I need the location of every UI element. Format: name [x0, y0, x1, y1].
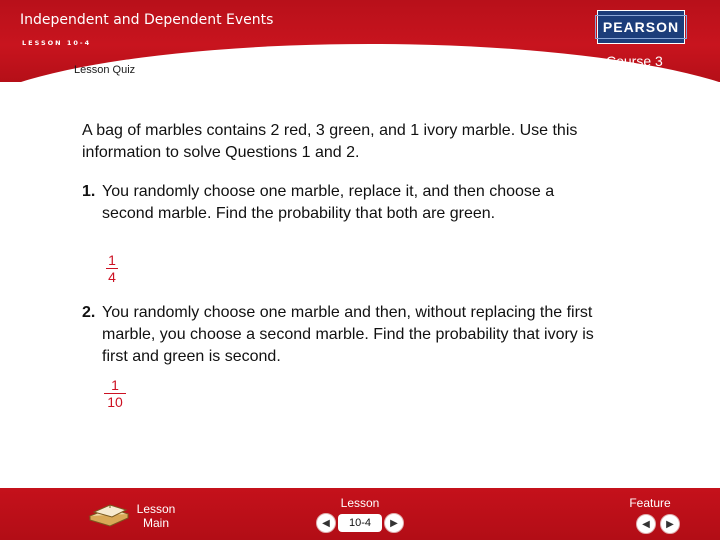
- feature-nav-label: Feature: [629, 496, 671, 510]
- answer-1-numerator: 1: [108, 252, 116, 268]
- chevron-right-icon: ▶: [666, 518, 674, 530]
- question-1: [82, 181, 602, 225]
- answer-1-denominator: 4: [108, 269, 116, 285]
- answer-2-numerator: 1: [111, 377, 119, 393]
- answer-2-fraction: [104, 377, 126, 410]
- chevron-left-icon: ◀: [642, 518, 650, 530]
- pearson-logo-text: PEARSON: [595, 15, 687, 39]
- course-label: Course 3: [606, 53, 663, 69]
- feature-prev-button[interactable]: [636, 514, 656, 534]
- question-2: [82, 302, 602, 368]
- lesson-number-badge: 10-4: [338, 514, 382, 532]
- lesson-main-line2: Main: [142, 516, 169, 530]
- answer-1-fraction: [106, 252, 118, 285]
- lesson-prev-button[interactable]: [316, 513, 336, 533]
- lesson-main-line1: Lesson: [136, 502, 176, 516]
- intro-text: A bag of marbles contains 2 red, 3 green, and 1 ivory marble. Use this information to solve Questions 1 and 2.: [82, 122, 578, 161]
- question-1-number: 1.: [82, 183, 96, 200]
- lesson-nav-label: Lesson: [340, 496, 380, 510]
- lesson-tag: LESSON 10-4: [22, 39, 92, 47]
- question-1-text: You randomly choose one marble, replace it, and then choose a second marble. Find the probability that both are green.: [102, 183, 555, 222]
- question-2-number: 2.: [82, 304, 96, 321]
- answer-2-denominator: 10: [107, 394, 123, 410]
- lesson-next-button[interactable]: [384, 513, 404, 533]
- footer-bar: [0, 488, 720, 540]
- question-2-text: You randomly choose one marble and then, without replacing the first marble, you choose a second marble. Find the probability that ivory is first and green is second.: [102, 304, 594, 365]
- lesson-main-link[interactable]: [128, 502, 184, 530]
- book-icon[interactable]: [88, 500, 130, 528]
- pearson-logo: [597, 10, 685, 44]
- chevron-left-icon: ◀: [322, 517, 330, 529]
- chevron-right-icon: ▶: [390, 517, 398, 529]
- page-title: Independent and Dependent Events: [20, 12, 274, 28]
- feature-next-button[interactable]: [660, 514, 680, 534]
- lesson-quiz-label: Lesson Quiz: [74, 64, 136, 76]
